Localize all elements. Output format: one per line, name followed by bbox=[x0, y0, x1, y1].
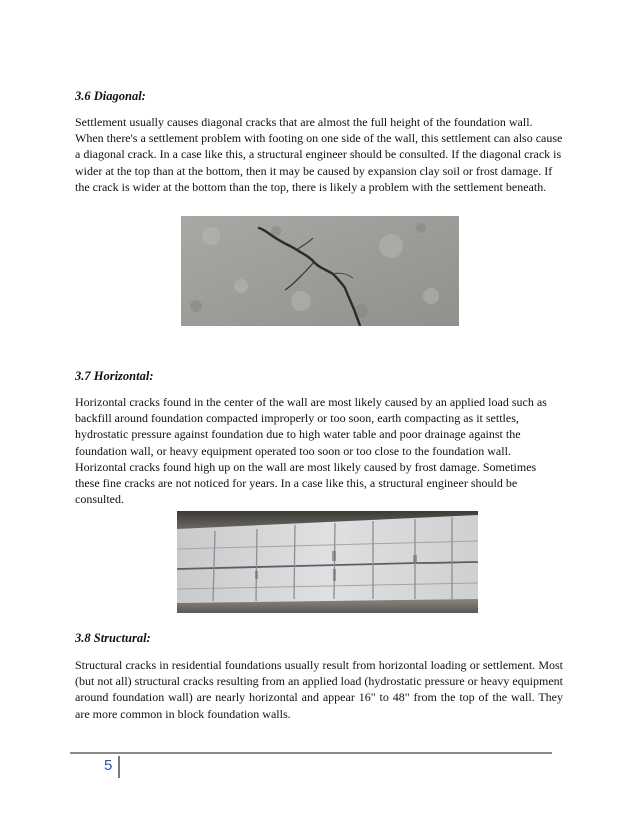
section-body-structural: Structural cracks in residential foundations usually result from horizontal loading or settlement. Most (but not all) structural cracks resulting from an applied load (hydrostatic pressure or heavy equipment around foundation wall) are nearly horizontal and appear 16" to 48" from the top of the wall. They are more common in block foundation walls. bbox=[75, 658, 563, 721]
horizontal-crack-photo bbox=[177, 511, 478, 613]
diagonal-crack-photo bbox=[181, 216, 459, 326]
section-body-horizontal: Horizontal cracks found in the center of the wall are most likely caused by an applied load such as backfill around foundation compacted improperly or too soon, earth compacting as it settles, hydrostatic pressure against foundation due to high water table and poor drainage against the foundation wall, or heavy equipment operated too soon or too close to the foundation wall. Horizontal cracks found high up on the wall are most likely caused by frost damage. Sometimes these fine cracks are not noticed for years. In a case like this, a structural engineer should be consulted. bbox=[75, 395, 547, 507]
section-body-diagonal: Settlement usually causes diagonal cracks that are almost the full height of the foundation wall. When there's a settlement problem with footing on one side of the wall, this settlement can also cause a diagonal crack. In a case like this, a structural engineer should be consulted. If the diagonal crack is wider at the top than at the bottom, then it may be caused by expansion clay soil or frost damage. If the crack is wider at the bottom than the top, there is likely a problem with the settlement beneath. bbox=[75, 115, 563, 194]
section-heading-horizontal: 3.7 Horizontal: bbox=[75, 369, 154, 383]
section-heading-diagonal: 3.6 Diagonal: bbox=[75, 89, 146, 103]
footer-rule bbox=[70, 752, 552, 754]
page-number: 5 bbox=[104, 757, 113, 774]
section-heading-structural: 3.8 Structural: bbox=[75, 631, 151, 645]
page-number-separator bbox=[118, 756, 120, 778]
